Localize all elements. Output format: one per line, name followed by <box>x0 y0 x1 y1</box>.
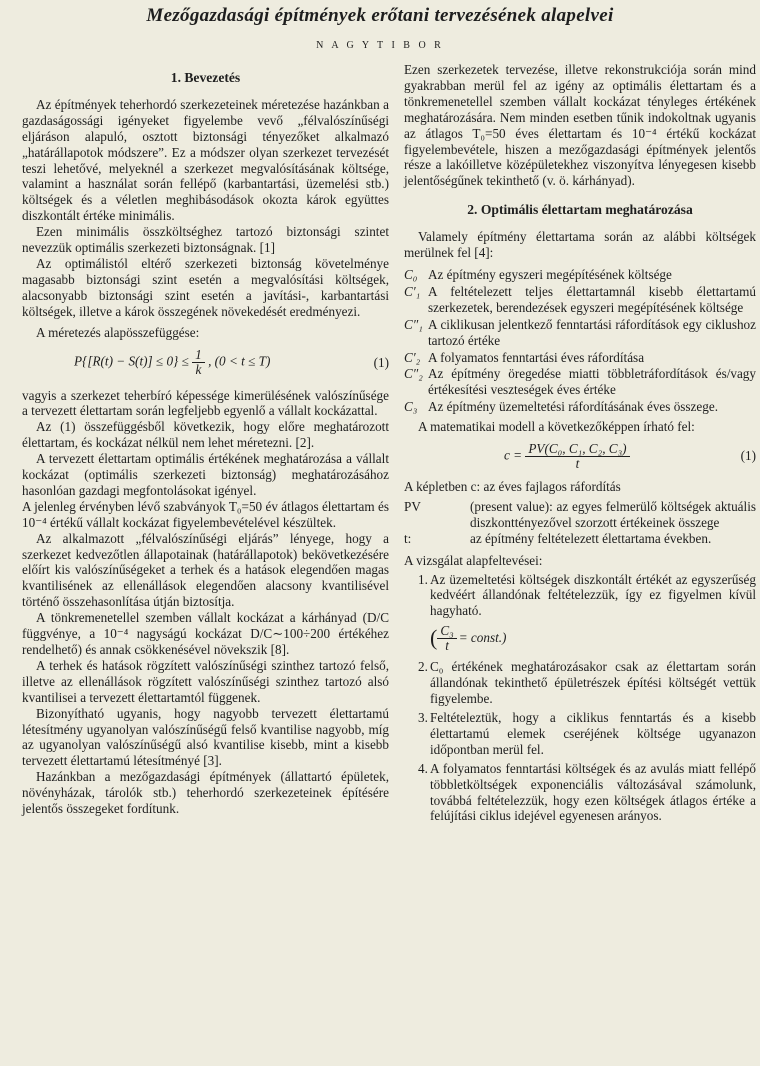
paragraph: Ezen szerkezetek tervezése, illetve rekonstrukciója során mind gyakrabban merül fel az igény az optimális élettartam és a tönkremenetellel szemben vállalt kockázat tényleges értékének meghatározására. Nem minden esetben tűnik indokoltnak ugyanis az átlagos T₀=50 éves élettartam és 10⁻⁴ értékű kockázat figyelembevétele, hiszen a mezőgazdasági építmények jelentős része a lakóilletve középületekhez viszonyítva lényegesen kisebb jelentőségűnek tekinthető (v. ö. kárhányad). <box>404 62 756 189</box>
fraction-denominator: t <box>575 455 580 471</box>
paragraph: A tervezett élettartam optimális értékének meghatározása a vállalt kockázat (optimális szerkezeti biztonság) meghatározásához hasonlóan gazdagi megfontolásokat igényel. <box>22 451 389 498</box>
cost-description: A ciklikusan jelentkező fenntartási ráfordítások egy ciklushoz tartozó értéke <box>428 316 756 348</box>
fraction-numerator: C₃ <box>437 624 456 639</box>
equation-number: (1) <box>373 354 389 370</box>
paragraph: Az optimálistól eltérő szerkezeti biztonság követelménye magasabb biztonsági szint esetén a megvalósítási költségek, alacsonyabb biztonsági szint esetén a javítási-, karbantartási költségek, illetve a károk összegének növekedését eredményezi. <box>22 255 389 319</box>
definition-item <box>404 531 756 547</box>
assumption-number: 3. <box>418 710 428 725</box>
paragraph: Az alkalmazott „félvalószínűségi eljárás” lényege, hogy a szerkezet kedvezőtlen állapotainak (határállapotok) bekövetkezésére előírt kis valószínűségeket a terhek és a hatások elegendően magas kvantilisének az ellenállások elegendően alacsony kvantilisével történő összehasonlítása útján biztosítja. <box>22 530 389 610</box>
equation-lhs: c = <box>504 447 523 463</box>
equation-2 <box>404 439 756 473</box>
cost-symbol: C′₂ <box>404 349 421 365</box>
cost-description: Az építmény üzemeltetési ráfordításának éves összege. <box>428 399 719 415</box>
section-heading-1: 1. Bevezetés <box>170 70 241 85</box>
paragraph: Ezen minimális összköltséghez tartozó biztonsági szintet nevezzük optimális szerkezeti biztonságnak. [1] <box>22 224 389 256</box>
definition-item <box>404 499 756 531</box>
equation-fraction <box>192 348 205 377</box>
cost-symbol: C″₂ <box>404 366 423 382</box>
cost-description: Az építmény öregedése miatti többletráfordítások és/vagy értékesítési veszteségek éves értéke <box>428 366 756 398</box>
constant-equation: ( $\frac{\text{C₃}}{t}$ = const.) <box>430 622 507 653</box>
assumption-text: Feltételeztük, hogy a ciklikus fenntartás és a kisebb élettartamú elemek cseréjének költsége ugyanazon időpontban merül fel. <box>430 710 756 757</box>
cost-symbol: C′₁ <box>404 283 421 299</box>
definition-text: (present value): az egyes felmerülő költségek aktuális diszkonttényezővel szorzott értékeinek összege <box>470 498 756 530</box>
assumption-number: 4. <box>418 760 428 776</box>
definition-list <box>404 499 756 547</box>
paragraph: A jelenleg érvényben lévő szabványok T₀=50 év átlagos élettartam és 10⁻⁴ értékű vállalt kockázat figyelembevételével készültek. <box>22 498 389 530</box>
definition-term: PV <box>404 498 421 514</box>
cost-item <box>404 366 756 398</box>
paragraph: Hazánkban a mezőgazdasági építmények (állattartó épületek, növényházak, tárolók stb.) teherhordó szerkezeteinek építésére jelentős összegeket fordítunk. <box>22 769 389 817</box>
cost-item <box>404 399 756 415</box>
cost-item <box>404 284 756 316</box>
equation-fraction <box>437 624 456 653</box>
paragraph: A méretezés alapösszefüggése: <box>36 324 200 340</box>
paragraph: A tönkremenetellel szemben vállalt kockázat a kárhányad (D/C függvénye, a 10⁻⁴ nagyságú kockázat D/C∼100÷200 értékéhez rendelhető) és annak csökkenésével növekszik [8]. <box>22 610 389 657</box>
equation-number: (1) <box>740 448 756 464</box>
equation-1 <box>22 346 389 380</box>
paragraph: Az (1) összefüggésből következik, hogy előre meghatározott élettartam, és kockázat nélkül nem lehet méretezni. [2]. <box>22 419 389 451</box>
cost-symbol: C₀ <box>404 266 418 282</box>
equation-lhs: P{[R(t) − S(t)] ≤ 0} ≤ <box>74 353 189 369</box>
author-name: N A G Y T I B O R <box>316 40 444 51</box>
assumption-text: Az üzemeltetési költségek diszkontált értékét az egyszerűség kedvéért állandónak feltételezzük, így ez figyelmen kívül hagyható. <box>430 571 756 619</box>
paragraph: A vizsgálat alapfeltevései: <box>404 552 543 568</box>
left-column <box>22 62 389 817</box>
cost-description: A feltételezett teljes élettartamnál kisebb élettartamú szerkezetek, berendezések egyszeri megépítésének költsége <box>428 283 756 315</box>
paper-title: Mezőgazdasági építmények erőtani tervezésének alapelvei <box>146 5 614 26</box>
equation-rhs: = const.) <box>458 630 507 646</box>
cost-list <box>404 267 756 415</box>
fraction-denominator: k <box>195 362 202 377</box>
definition-text: az építmény feltételezett élettartama években. <box>470 530 712 546</box>
paragraph: Bizonyítható ugyanis, hogy nagyobb tervezett élettartamú létesítmény ugyanolyan valószínűségű felső kvantilise nagyobb, míg az ugyanolyan valószínűségű alsó kvantilise kisebb, mint a kisebb tervezett élettartamú létesítményé [3]. <box>22 705 389 769</box>
paragraph: Az építmények teherhordó szerkezeteinek méretezése hazánkban a gazdaságossági igényeket figyelembe vevő „félvalószínűségi eljáráson alapuló, osztott biztonsági tényezőket alkalmazó „határállapotok módszere”. Ez a módszer olyan szerkezet tervezését teszi lehetővé, melyeknél a szerkezet megvalósításának költsége, valamint a használat során fellépő (karbantartási, üzemelési stb.) költségek és a véletlen meghibásodások okozta károk együttes diszkontált értéke minimális. <box>22 96 389 224</box>
assumption-item <box>404 659 756 707</box>
cost-description: A folyamatos fenntartási éves ráfordítása <box>428 349 645 365</box>
paragraph: Valamely építmény élettartama során az alábbi költségek merülnek fel [4]: <box>404 229 756 261</box>
assumption-item <box>404 710 756 758</box>
assumption-number: 2. <box>418 659 428 675</box>
right-column <box>404 62 756 824</box>
section-heading-2: 2. Optimális élettartam meghatározása <box>467 202 693 218</box>
assumption-number: 1. <box>418 571 428 587</box>
fraction-numerator: 1 <box>192 348 205 363</box>
paragraph: A képletben c: az éves fajlagos ráfordítás <box>404 479 621 495</box>
fraction-numerator: PV(C₀, C₁, C₂, C₃) <box>525 442 629 457</box>
cost-symbol: C₃ <box>404 399 418 415</box>
assumption-text: C₀ értékének meghatározásakor csak az élettartam során állandónak tekinthető épületrészek építési költségét vettük figyelembe. <box>430 659 756 707</box>
paragraph: A terhek és hatások rögzített valószínűségi szinthez tartozó felső, illetve az ellenállások rögzített valószínűségi szinthez tartozó alsó kvantilisei a tervezett élettartamtól függenek. <box>22 657 389 705</box>
paragraph: vagyis a szerkezet teherbíró képessége kimerülésének valószínűsége a tervezett élettartam során legfeljebb egyenlő a vállalt kockázattal. <box>22 387 389 419</box>
cost-description: Az építmény egyszeri megépítésének költsége <box>428 266 672 282</box>
assumption-list <box>404 572 756 825</box>
definition-term: t: <box>404 530 412 546</box>
fraction-denominator: t <box>445 637 449 653</box>
cost-symbol: C″₁ <box>404 316 423 332</box>
assumption-item <box>404 761 756 825</box>
equation-fraction <box>525 442 629 471</box>
cost-item <box>404 267 756 283</box>
assumption-text: A folyamatos fenntartási költségek és az avulás miatt fellépő többletköltségek exponenciális változásával számolunk, továbbá feltételezzük, hogy ezen költségek átlagos értéke a felújítási ciklus idejével egyenesen arányos. <box>430 760 756 824</box>
assumption-item <box>404 572 756 620</box>
equation-condition: , (0 < t ≤ T) <box>208 353 271 369</box>
cost-item <box>404 317 756 349</box>
cost-item <box>404 350 756 366</box>
paragraph: A matematikai modell a következőképpen írható fel: <box>418 419 695 435</box>
